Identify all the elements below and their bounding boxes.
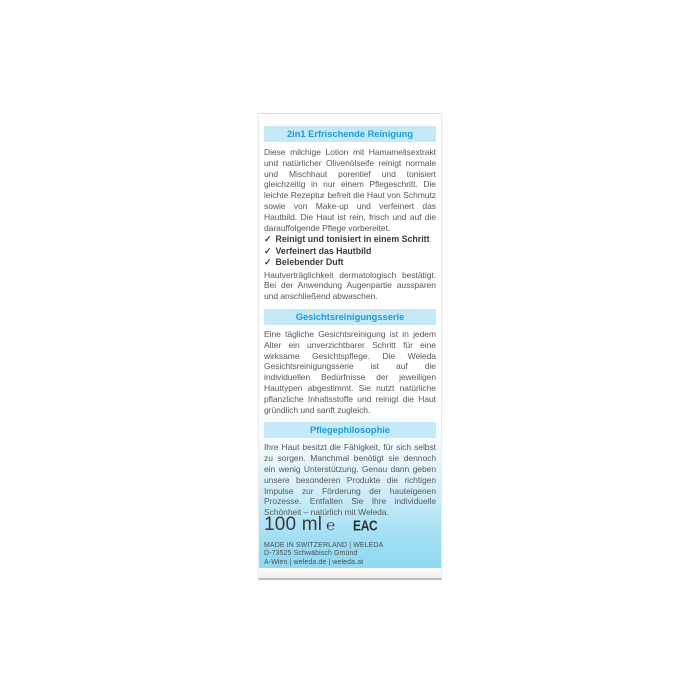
volume-label: 100 ml xyxy=(264,514,323,535)
panel-footer xyxy=(264,514,436,567)
benefit-label: Belebender Duft xyxy=(275,257,344,268)
packaging-back-panel xyxy=(258,113,442,580)
section1-paragraph: Diese milchige Lotion mit Hamamelisextrakt und natürlicher Olivenölseife reinigt normale und Mischhaut porentief und tonisiert gleichzeitig in nur einem Pflegeschritt. Die leichte Rezeptur befreit die Haut von Schmutz sowie von Make-up und verfeinert das Hautbild. Die Haut ist rein, frisch und auf die darauffolgende Pflege vorbereitet. xyxy=(264,147,436,233)
checkmark-icon: ✓ xyxy=(264,245,272,256)
address-line: MADE IN SWITZERLAND | WELEDA xyxy=(264,542,384,549)
address-line: D-73525 Schwäbisch Gmünd xyxy=(264,550,358,558)
checkmark-icon: ✓ xyxy=(264,234,272,245)
benefit-label: Verfeinert das Hautbild xyxy=(275,245,372,256)
volume-row xyxy=(264,514,436,536)
checkmark-icon: ✓ xyxy=(264,257,272,268)
section2-paragraph: Eine tägliche Gesichtsreinigung ist in jedem Alter ein unverzichtbarer Schritt für eine wirksame Gesichtspflege. Die Weleda Gesichtsreinigungsserie ist auf die individuellen Bedürfnisse der jeweiligen Hauttypen abgestimmt. Sie nutzt natürliche pflanzliche Inhaltsstoffe und reinigt die Haut gründlich und sanft zugleich. xyxy=(264,328,436,415)
benefit-item xyxy=(264,234,436,245)
box-bottom-edge xyxy=(258,568,442,580)
benefit-list xyxy=(264,234,436,268)
section3-paragraph: Ihre Haut besitzt die Fähigkeit, für sich selbst zu sorgen. Manchmal benötigt sie dennoch ein wenig Unterstützung. Genau dann geben unsere besonderen Produkte die richtigen Impulse zur Förderung der hauteigenen Prozesse. Entfalten Sie Ihre individuelle Schönheit – natürlich mit Weleda. xyxy=(264,442,436,518)
manufacturer-address xyxy=(264,542,436,567)
benefit-label: Reinigt und tonisiert in einem Schritt xyxy=(275,234,430,245)
section-title-2in1-reinigung: 2in1 Erfrischende Reinigung xyxy=(264,126,436,142)
dermatological-note: Hautverträglichkeit dermatologisch bestätigt. Bei der Anwendung Augenpartie aussparen und anschließend abwaschen. xyxy=(264,269,436,302)
benefit-item xyxy=(264,246,436,257)
address-line: A-Wien | weleda.de | weleda.at xyxy=(264,558,364,566)
section-title-gesichtsreinigungsserie: Gesichtsreinigungsserie xyxy=(264,309,436,325)
estimated-sign-icon: ℮ xyxy=(326,516,336,534)
panel-face xyxy=(258,113,442,568)
benefit-item xyxy=(264,257,436,268)
section-title-pflegephilosophie: Pflegephilosophie xyxy=(264,422,436,438)
eac-conformity-icon: EAC xyxy=(353,516,378,534)
